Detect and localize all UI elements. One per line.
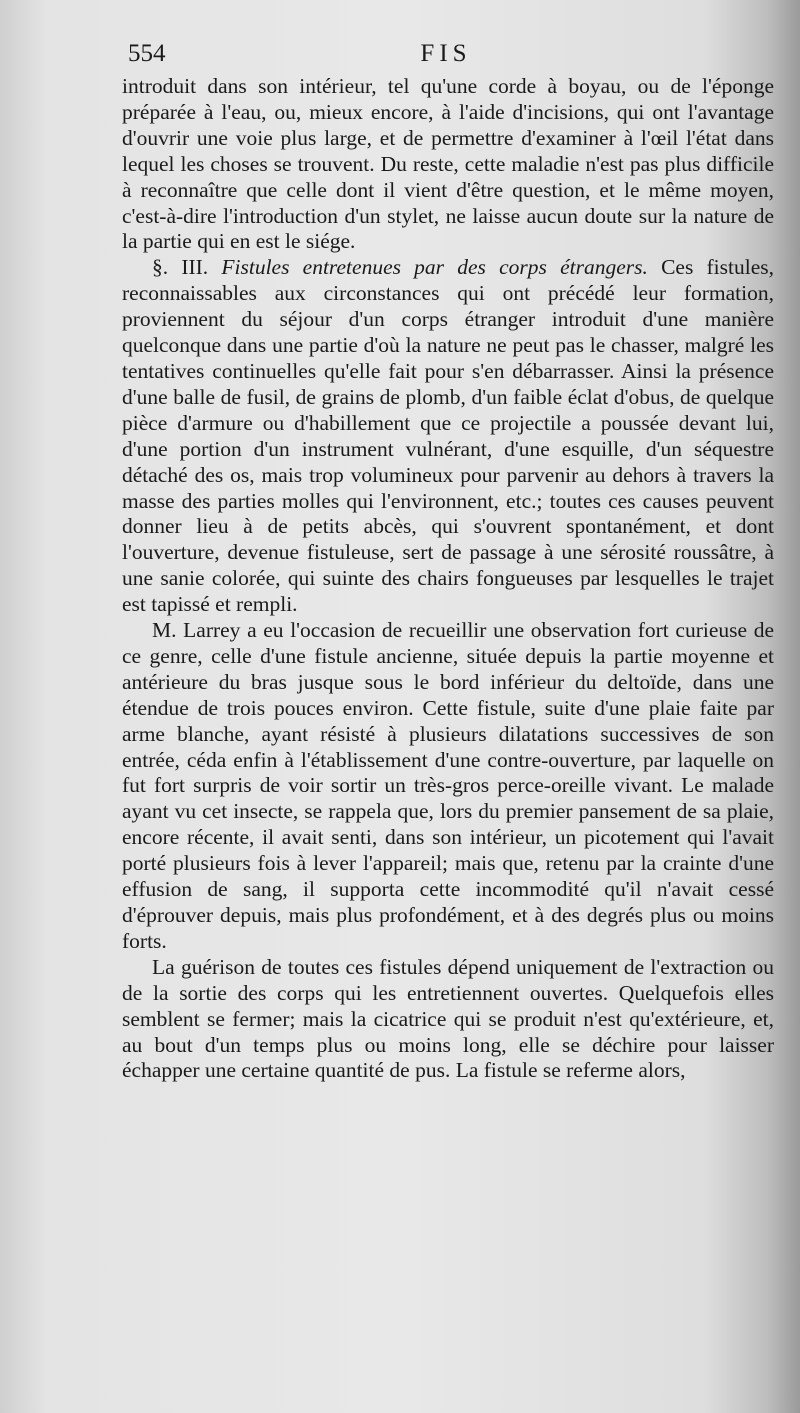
section-heading: Fistules entretenues par des corps étrangers. bbox=[221, 255, 648, 280]
paragraph-section-3 bbox=[122, 255, 774, 618]
paragraph-larrey-observation: M. Larrey a eu l'occasion de recueillir une observation fort curieuse de ce genre, celle d'une fistule ancienne, située depuis la partie moyenne et antérieure du bras jusque sous le bord inférieur du deltoïde, dans une étendue de trois pouces environ. Cette fistule, suite d'une plaie faite par arme blanche, ayant résisté à plusieurs dilatations successives de son entrée, céda enfin à l'établissement d'une contre-ouverture, par laquelle on fut fort surpris de voir sortir un très-gros perce-oreille vivant. Le malade ayant vu cet insecte, se rappela que, lors du premier pansement de sa plaie, encore récente, il avait senti, dans son intérieur, un picotement qui l'avait porté plusieurs fois à lever l'appareil; mais que, retenu par la crainte d'une effusion de sang, il supporta cette incommodité qu'il n'avait cessé d'éprouver depuis, mais plus profondément, et à des degrés plus ou moins forts. bbox=[122, 618, 774, 953]
section-number: §. III. bbox=[152, 255, 209, 280]
body-text bbox=[122, 74, 774, 1084]
running-title: FIS bbox=[420, 40, 472, 67]
page-number: 554 bbox=[128, 40, 166, 67]
paragraph-guerison: La guérison de toutes ces fistules dépend uniquement de l'extraction ou de la sortie des corps qui les entretiennent ouvertes. Quelquefois elles semblent se fermer; mais la cicatrice qui se produit n'est qu'extérieure, et, au bout d'un temps plus ou moins long, elle se déchire pour laisser échapper une certaine quantité de pus. La fistule se referme alors, bbox=[122, 954, 774, 1083]
paragraph-1: introduit dans son intérieur, tel qu'une corde à boyau, ou de l'éponge préparée à l'eau, ou, mieux encore, à l'aide d'incisions, qui ont l'avantage d'ouvrir une voie plus large, et de permettre d'examiner à l'œil l'état dans lequel les choses se trouvent. Du reste, cette maladie n'est pas plus difficile à reconnaître que celle dont il vient d'être question, et le même moyen, c'est-à-dire l'introduction d'un stylet, ne laisse aucun doute sur la nature de la partie qui en est le siége. bbox=[122, 74, 774, 254]
page-header bbox=[122, 40, 770, 70]
section-body: Ces fistules, reconnaissables aux circonstances qui ont précédé leur formation, proviennent du séjour d'un corps étranger introduit d'une manière quelconque dans une partie d'où la nature ne peut pas le chasser, malgré les tentatives continuelles qu'elle fait pour s'en débarrasser. Ainsi la présence d'une balle de fusil, de grains de plomb, d'un faible éclat d'obus, de quelque pièce d'armure ou d'habillement que ce projectile a poussée devant lui, d'une portion d'un instrument vulnérant, d'une esquille, d'un séquestre détaché des os, mais trop volumineux pour parvenir au dehors à travers la masse des parties molles qui l'environnent, etc.; toutes ces causes peuvent donner lieu à de petits abcès, qui s'ouvrent spontanément, et dont l'ouverture, devenue fistuleuse, sert de passage à une sérosité roussâtre, à une sanie colorée, qui suinte des chairs fongueuses par lesquelles le trajet est tapissé et rempli. bbox=[122, 255, 775, 617]
